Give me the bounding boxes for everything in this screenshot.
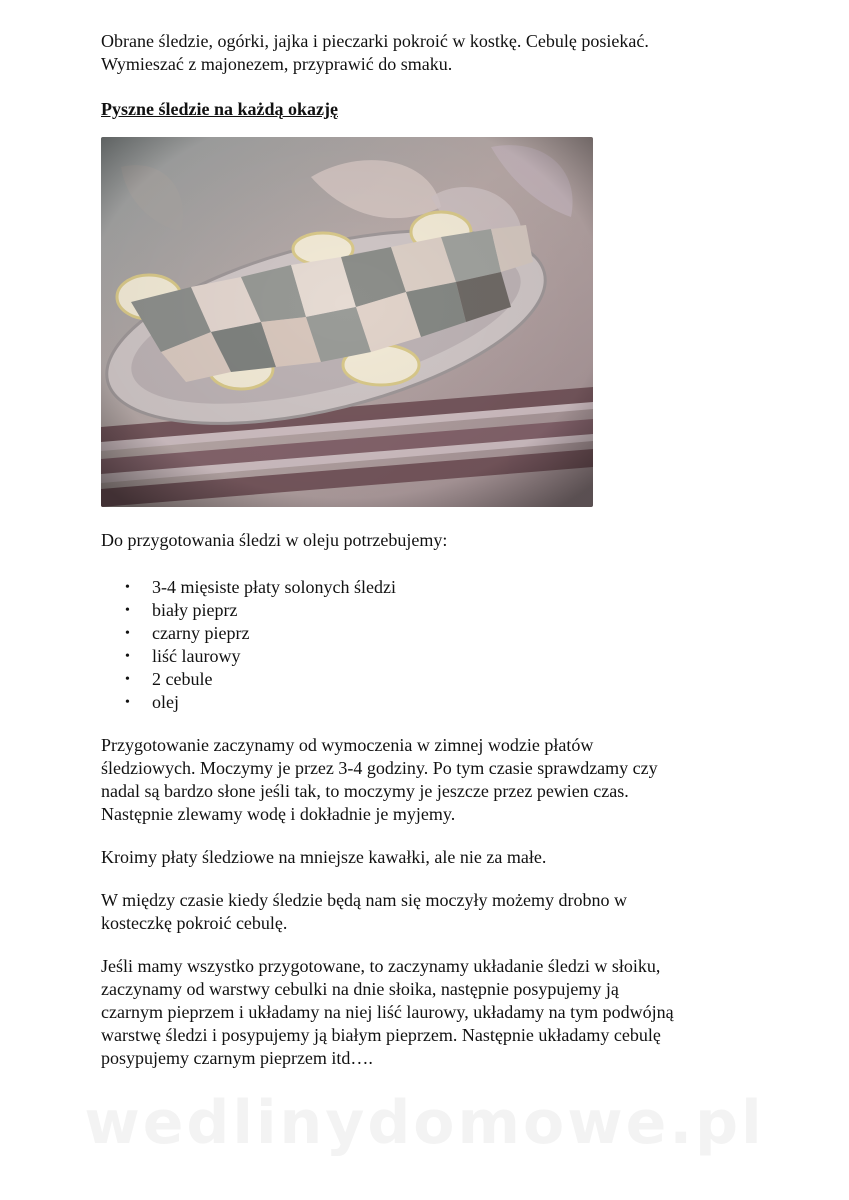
paragraph-line: nadal są bardzo słone jeśli tak, to moczymy je jeszcze przez pewien czas.	[101, 781, 629, 801]
intro-paragraph	[101, 30, 761, 76]
herring-dish-photo	[101, 137, 593, 507]
bullet-icon: •	[125, 695, 130, 710]
onion-paragraph	[101, 889, 761, 935]
list-item	[101, 645, 761, 668]
bullet-icon: •	[125, 580, 130, 595]
paragraph-line: warstwę śledzi i posypujemy ją białym pieprzem. Następnie układamy cebulę	[101, 1025, 661, 1045]
watermark: wedlinydomowe.pl	[84, 1088, 765, 1158]
paragraph-line: W między czasie kiedy śledzie będą nam się moczyły możemy drobno w	[101, 890, 627, 910]
recipe-title: Pyszne śledzie na każdą okazję	[101, 99, 338, 119]
paragraph-line: czarnym pieprzem i układamy na niej liść laurowy, układamy na tym podwójną	[101, 1002, 674, 1022]
paragraph-line: zaczynamy od warstwy cebulki na dnie słoika, następnie posypujemy ją	[101, 979, 619, 999]
bullet-icon: •	[125, 649, 130, 664]
preparation-paragraph	[101, 734, 761, 826]
paragraph-line: Jeśli mamy wszystko przygotowane, to zaczynamy układanie śledzi w słoiku,	[101, 956, 661, 976]
intro-line: Obrane śledzie, ogórki, jajka i pieczarki pokroić w kostkę. Cebulę posiekać.	[101, 31, 649, 51]
list-item	[101, 691, 761, 714]
bullet-icon: •	[125, 672, 130, 687]
paragraph-line: Kroimy płaty śledziowe na mniejsze kawałki, ale nie za małe.	[101, 847, 547, 867]
list-item	[101, 622, 761, 645]
ingredient-text: czarny pieprz	[152, 623, 250, 643]
bullet-icon: •	[125, 626, 130, 641]
paragraph-line: Następnie zlewamy wodę i dokładnie je myjemy.	[101, 804, 456, 824]
cutting-paragraph	[101, 846, 761, 869]
ingredient-text: biały pieprz	[152, 600, 238, 620]
list-item	[101, 576, 761, 599]
photo-vignette	[101, 137, 593, 507]
ingredients-list	[101, 576, 761, 714]
ingredient-text: 2 cebule	[152, 669, 213, 689]
paragraph-line: kosteczkę pokroić cebulę.	[101, 913, 288, 933]
layering-paragraph	[101, 955, 761, 1070]
intro-line: Wymieszać z majonezem, przyprawić do smaku.	[101, 54, 453, 74]
document-page	[101, 30, 761, 1070]
ingredients-title: Do przygotowania śledzi w oleju potrzebujemy:	[101, 530, 448, 550]
ingredient-text: olej	[152, 692, 179, 712]
list-item	[101, 668, 761, 691]
ingredient-text: 3-4 mięsiste płaty solonych śledzi	[152, 577, 396, 597]
bullet-icon: •	[125, 603, 130, 618]
paragraph-line: posypujemy czarnym pieprzem itd….	[101, 1048, 373, 1068]
paragraph-line: Przygotowanie zaczynamy od wymoczenia w zimnej wodzie płatów	[101, 735, 594, 755]
ingredient-text: liść laurowy	[152, 646, 241, 666]
herring-dish-illustration	[101, 137, 593, 507]
list-item	[101, 599, 761, 622]
paragraph-line: śledziowych. Moczymy je przez 3-4 godziny. Po tym czasie sprawdzamy czy	[101, 758, 658, 778]
